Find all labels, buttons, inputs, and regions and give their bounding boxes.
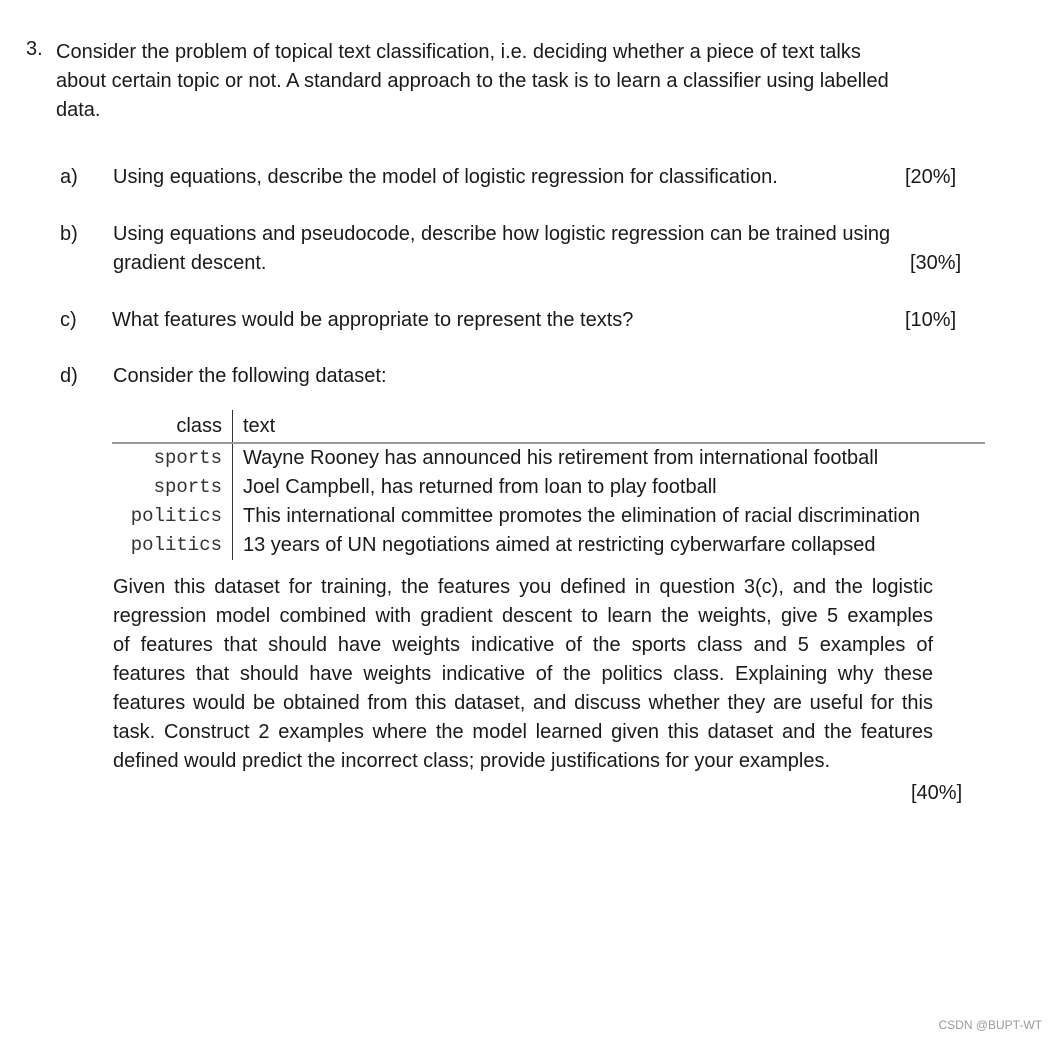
part-c-text: What features would be appropriate to represent the texts? [112,309,634,331]
watermark-text: CSDN @BUPT-WT [938,1018,1042,1032]
part-d-label: d) [60,365,78,387]
part-a-marks: [20%] [905,166,957,188]
paragraph-line: features that should have weights indicative of the politics class. Explaining why these [113,663,933,685]
row-text: This international committee promotes the elimination of racial discrimination [243,505,920,527]
row-text: Joel Campbell, has returned from loan to play football [243,476,717,498]
paragraph-line: features would be obtained from this dataset, and discuss whether they are useful for this [113,692,933,714]
part-c-label: c) [60,309,77,331]
paragraph-line: Given this dataset for training, the features you defined in question 3(c), and the logistic [113,576,933,598]
row-class: politics [112,531,233,560]
row-class: sports [112,473,233,502]
table-row [112,531,985,560]
part-d-marks: [40%] [911,782,963,804]
part-b-text-line2: gradient descent. [113,252,267,274]
paragraph-line: task. Construct 2 examples where the model learned given this dataset and the features [113,721,933,743]
column-header-text: text [233,410,986,443]
table-row [112,443,985,473]
column-header-class: class [112,410,233,443]
row-class: sports [112,443,233,473]
table-header-row [112,410,985,443]
paragraph-line: regression model combined with gradient descent to learn the weights, give 5 examples [113,605,933,627]
part-a-text: Using equations, describe the model of logistic regression for classification. [113,166,778,188]
intro-line: about certain topic or not. A standard approach to the task is to learn a classifier using labelled [56,70,889,92]
part-c-marks: [10%] [905,309,957,331]
row-class: politics [112,502,233,531]
table-row [112,502,985,531]
row-text: 13 years of UN negotiations aimed at restricting cyberwarfare collapsed [243,534,876,556]
row-text: Wayne Rooney has announced his retirement from international football [243,447,879,469]
paragraph-line: defined would predict the incorrect class; provide justifications for your examples. [113,750,831,772]
part-b-label: b) [60,223,78,245]
part-b-text-line1: Using equations and pseudocode, describe how logistic regression can be trained using [113,223,891,245]
part-b-marks: [30%] [910,252,962,274]
part-d-paragraph [113,573,933,776]
part-d-text: Consider the following dataset: [113,365,387,387]
table-row [112,473,985,502]
intro-line: data. [56,99,101,121]
question-number: 3. [26,38,43,60]
dataset-table [112,410,985,560]
intro-line: Consider the problem of topical text classification, i.e. deciding whether a piece of text talks [56,41,861,63]
part-a-label: a) [60,166,78,188]
question-intro [56,38,946,125]
paragraph-line: of features that should have weights indicative of the sports class and 5 examples of [113,634,933,656]
